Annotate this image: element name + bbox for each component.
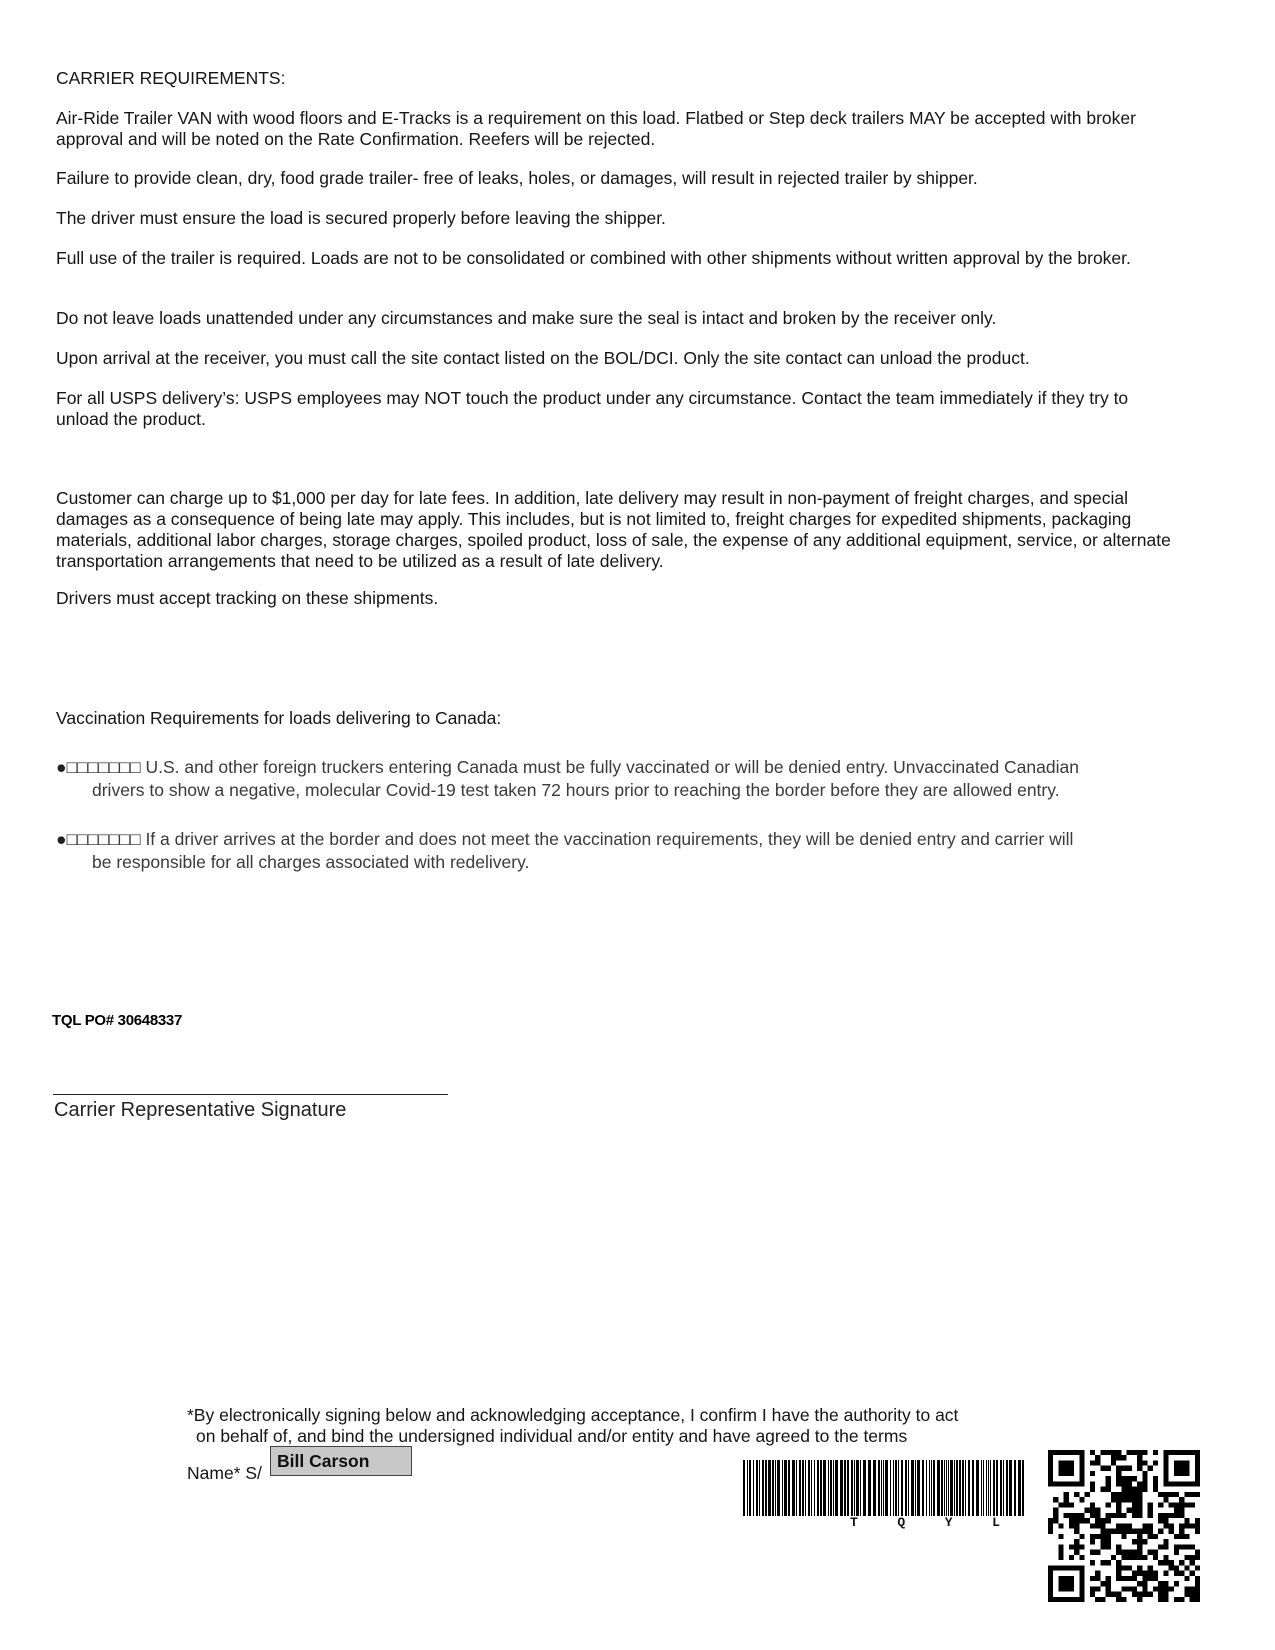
requirement-paragraph: Upon arrival at the receiver, you must call the site contact listed on the BOL/DCI. Only the site contact can unload the product. xyxy=(56,348,1030,368)
bullet-marker: ●□□□□□□□ xyxy=(56,757,141,777)
bullet-marker: ●□□□□□□□ xyxy=(56,829,141,849)
consent-text xyxy=(187,1405,958,1447)
barcode-char: T xyxy=(850,1515,858,1530)
vaccination-bullet xyxy=(56,756,1196,802)
requirement-paragraph: For all USPS delivery’s: USPS employees may NOT touch the product under any circumstance. Contact the team immediately if they try to unload the product. xyxy=(56,388,1129,429)
requirement-paragraph: Do not leave loads unattended under any circumstances and make sure the seal is intact and broken by the receiver only. xyxy=(56,308,997,328)
vaccination-bullet xyxy=(56,828,1196,874)
signature-line xyxy=(53,1094,448,1095)
requirement-paragraph: Failure to provide clean, dry, food grade trailer- free of leaks, holes, or damages, will result in rejected trailer by shipper. xyxy=(56,168,978,188)
po-number: TQL PO# 30648337 xyxy=(52,1012,183,1029)
barcode xyxy=(743,1460,1028,1516)
barcode-text xyxy=(850,1515,1000,1530)
consent-line-1: *By electronically signing below and acknowledging acceptance, I confirm I have the authority to act xyxy=(187,1405,959,1425)
requirement-paragraph: Air-Ride Trailer VAN with wood floors and E-Tracks is a requirement on this load. Flatbed or Step deck trailers MAY be accepted with broker approval and will be noted on the Rate Confirmation. Reefers will be rejected. xyxy=(56,108,1136,149)
barcode-char: Y xyxy=(944,1515,953,1530)
name-label: Name* S/ xyxy=(187,1463,262,1483)
signature-label: Carrier Representative Signature xyxy=(54,1099,347,1121)
bullet-text-continuation: drivers to show a negative, molecular Covid-19 test taken 72 hours prior to reaching the border before they are allowed entry. xyxy=(92,780,1060,800)
late-fees-paragraph: Customer can charge up to $1,000 per day for late fees. In addition, late delivery may result in non-payment of freight charges, and special damages as a consequence of being late may apply. This includes, but is not limited to, freight charges for expedited shipments, packaging materials, additional labor charges, storage charges, spoiled product, loss of sale, the expense of any additional equipment, service, or alternate transportation arrangements that need to be utilized as a result of late delivery. xyxy=(56,488,1171,571)
requirement-paragraph: The driver must ensure the load is secured properly before leaving the shipper. xyxy=(56,208,666,228)
bullet-text: U.S. and other foreign truckers entering Canada must be fully vaccinated or will be denied entry. Unvaccinated Canadian xyxy=(145,757,1079,777)
barcode-char: L xyxy=(992,1515,1000,1530)
barcode-char: Q xyxy=(897,1515,906,1530)
bullet-text-continuation: be responsible for all charges associated with redelivery. xyxy=(92,852,530,872)
requirement-paragraph: Full use of the trailer is required. Loads are not to be consolidated or combined with other shipments without written approval by the broker. xyxy=(56,248,1131,268)
tracking-paragraph: Drivers must accept tracking on these shipments. xyxy=(56,588,439,608)
consent-line-2: on behalf of, and bind the undersigned individual and/or entity and have agreed to the terms xyxy=(196,1426,908,1446)
bullet-text: If a driver arrives at the border and does not meet the vaccination requirements, they will be denied entry and carrier will xyxy=(145,829,1074,849)
name-field[interactable]: Bill Carson xyxy=(270,1446,412,1476)
qr-code xyxy=(1048,1450,1200,1602)
carrier-requirements-heading: CARRIER REQUIREMENTS: xyxy=(56,68,286,88)
vaccination-heading: Vaccination Requirements for loads delivering to Canada: xyxy=(56,708,502,728)
